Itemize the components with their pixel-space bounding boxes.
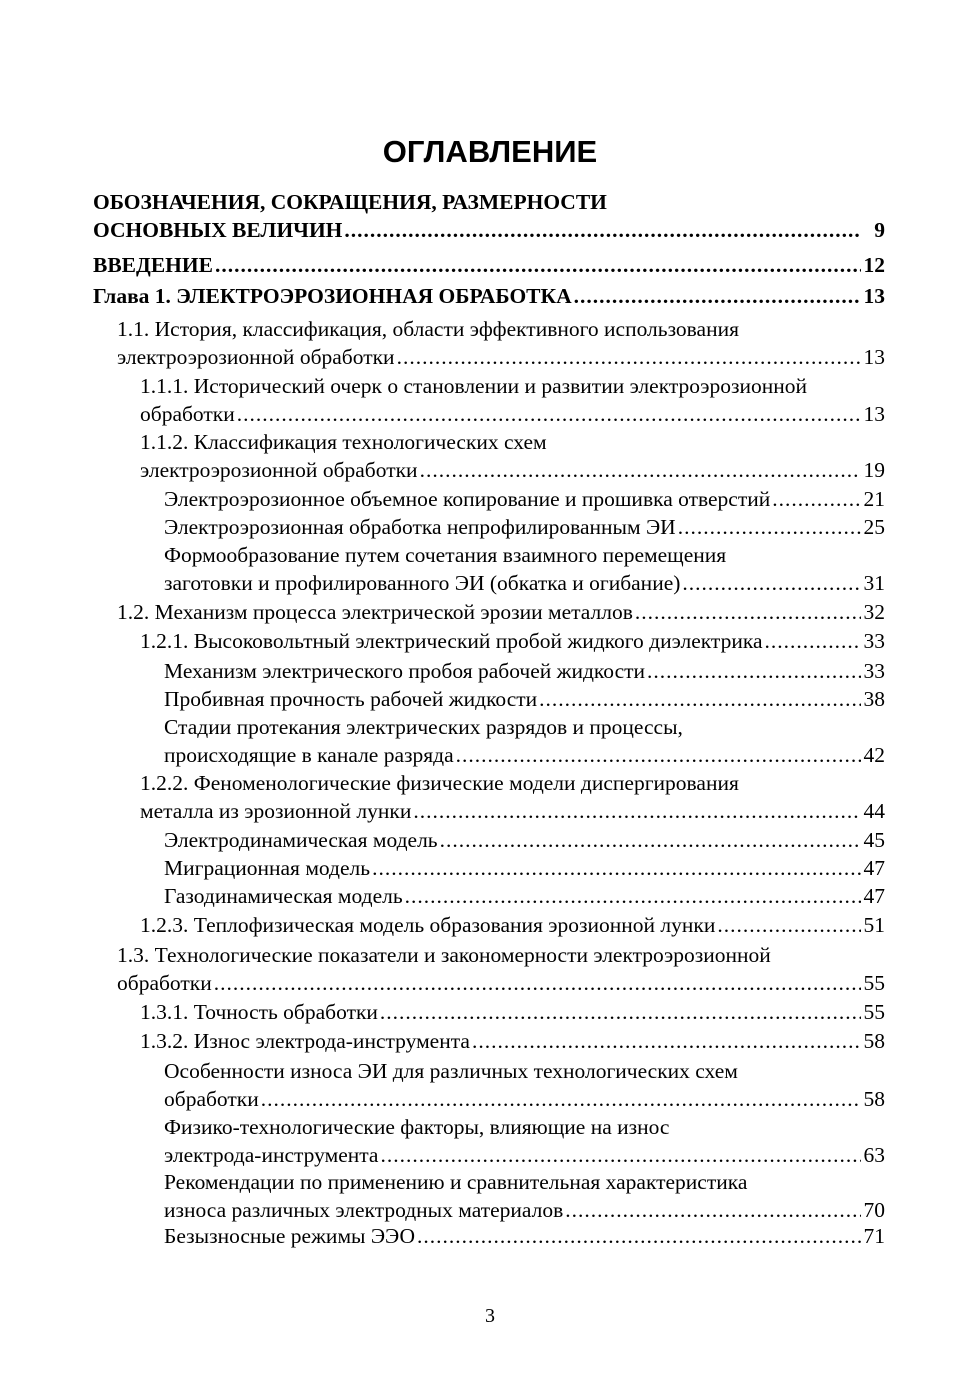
dot-leader [344, 216, 861, 244]
toc-entry-1-1-2[interactable] [140, 428, 885, 484]
toc-entry-discharge-stages[interactable] [164, 713, 885, 769]
dot-leader [380, 998, 861, 1026]
toc-entry-text: металла из эрозионной лунки [140, 799, 412, 823]
dot-leader [682, 569, 861, 597]
toc-entry-text: Миграционная модель [164, 856, 371, 880]
dot-leader [772, 485, 861, 513]
toc-entry-text: Рекомендации по применению и сравнительная характеристика [164, 1170, 748, 1194]
toc-page-number: 31 [863, 571, 885, 595]
dot-leader [472, 1027, 861, 1055]
dot-leader [380, 1141, 861, 1169]
toc-entry-1-2[interactable] [117, 598, 885, 626]
toc-entry-text: ОБОЗНАЧЕНИЯ, СОКРАЩЕНИЯ, РАЗМЕРНОСТИ [93, 190, 607, 214]
dot-leader [717, 911, 861, 939]
toc-entry-text: ОСНОВНЫХ ВЕЛИЧИН [93, 218, 343, 242]
toc-entry-1-2-2[interactable] [140, 769, 885, 825]
toc-entry-text: 1.2.3. Теплофизическая модель образования эрозионной лунки [140, 913, 716, 937]
toc-entry-text: ВВЕДЕНИЕ [93, 253, 213, 277]
toc-entry-text: электроэрозионной обработки [140, 458, 418, 482]
dot-leader [456, 741, 861, 769]
toc-entry-text: Электроэрозионная обработка непрофилированным ЭИ [164, 515, 676, 539]
toc-entry-1-3-2[interactable] [140, 1027, 885, 1055]
toc-entry-text: 1.2.1. Высоковольтный электрический пробой жидкого диэлектрика [140, 629, 763, 653]
toc-page-number: 47 [863, 856, 885, 880]
toc-entry-breakdown-strength[interactable] [164, 685, 885, 713]
toc-page-number: 42 [863, 743, 885, 767]
page-number: 3 [485, 1305, 495, 1327]
toc-page-number: 32 [863, 600, 885, 624]
toc-entry-volume-copying[interactable] [164, 485, 885, 513]
toc-entry-gasdynamic-model[interactable] [164, 882, 885, 910]
toc-entry-1-1[interactable] [117, 315, 885, 371]
toc-entry-text: Электродинамическая модель [164, 828, 438, 852]
dot-leader [764, 627, 861, 655]
toc-entry-text: Электроэрозионное объемное копирование и прошивка отверстий [164, 487, 771, 511]
dot-leader [397, 343, 861, 371]
toc-page-number: 71 [863, 1224, 885, 1248]
toc-entry-notation[interactable] [93, 188, 885, 244]
dot-leader [440, 826, 861, 854]
toc-page-number: 13 [863, 284, 885, 308]
toc-page-number: 55 [863, 1000, 885, 1024]
dot-leader [237, 400, 861, 428]
toc-entry-text: Особенности износа ЭИ для различных технологических схем [164, 1059, 738, 1083]
toc-page-number: 51 [863, 913, 885, 937]
toc-entry-chapter-1[interactable] [93, 282, 885, 310]
toc-entry-text: обработки [117, 971, 212, 995]
toc-entry-breakdown-mechanism[interactable] [164, 657, 885, 685]
toc-page-number: 70 [863, 1198, 885, 1222]
dot-leader [647, 657, 861, 685]
dot-leader [574, 282, 861, 310]
toc-entry-wear-factors[interactable] [164, 1113, 885, 1169]
toc-entry-1-2-1[interactable] [140, 627, 885, 655]
toc-page-number: 25 [863, 515, 885, 539]
toc-entry-text: Формообразование путем сочетания взаимного перемещения [164, 543, 727, 567]
toc-page-number: 21 [863, 487, 885, 511]
toc-entry-electrodynamic-model[interactable] [164, 826, 885, 854]
toc-entry-wearless-modes[interactable] [164, 1222, 885, 1250]
toc-page-number: 63 [863, 1143, 885, 1167]
dot-leader [417, 1222, 861, 1250]
toc-entry-text: Безызносные режимы ЭЭО [164, 1224, 416, 1248]
toc-entry-text: заготовки и профилированного ЭИ (обкатка и огибание) [164, 571, 681, 595]
toc-entry-text: износа различных электродных материалов [164, 1198, 564, 1222]
toc-page-number: 47 [863, 884, 885, 908]
toc-entry-intro[interactable] [93, 251, 885, 279]
toc-entry-unprofiled-ei[interactable] [164, 513, 885, 541]
toc-entry-text: 1.3.2. Износ электрода-инструмента [140, 1029, 470, 1053]
dot-leader [405, 882, 861, 910]
toc-page-number: 13 [863, 345, 885, 369]
toc-page-number: 44 [863, 799, 885, 823]
toc-entry-shaping[interactable] [164, 541, 885, 597]
dot-leader [565, 1196, 861, 1224]
dot-leader [539, 685, 861, 713]
toc-entry-wear-features[interactable] [164, 1057, 885, 1113]
toc-page-number: 9 [874, 218, 885, 242]
toc-page-number: 12 [863, 253, 885, 277]
toc-page-number: 13 [863, 402, 885, 426]
toc-entry-text: обработки [164, 1087, 259, 1111]
toc-page-number: 45 [863, 828, 885, 852]
toc-page-number: 55 [863, 971, 885, 995]
page-title: ОГЛАВЛЕНИЕ [382, 134, 598, 169]
dot-leader [635, 598, 861, 626]
toc-entry-text: Глава 1. ЭЛЕКТРОЭРОЗИОННАЯ ОБРАБОТКА [93, 284, 572, 308]
toc-entry-migration-model[interactable] [164, 854, 885, 882]
toc-entry-text: электрода-инструмента [164, 1143, 379, 1167]
toc-entry-text: Пробивная прочность рабочей жидкости [164, 687, 538, 711]
dot-leader [261, 1085, 861, 1113]
toc-entry-1-1-1[interactable] [140, 372, 885, 428]
dot-leader [413, 797, 861, 825]
toc-page-number: 19 [863, 458, 885, 482]
toc-entry-text: происходящие в канале разряда [164, 743, 454, 767]
toc-page-number: 58 [863, 1029, 885, 1053]
toc-entry-text: 1.3. Технологические показатели и закономерности электроэрозионной [117, 943, 771, 967]
toc-entry-text: 1.2. Механизм процесса электрической эрозии металлов [117, 600, 633, 624]
toc-entry-text: Механизм электрического пробоя рабочей жидкости [164, 659, 646, 683]
dot-leader [214, 969, 861, 997]
toc-entry-text: Физико-технологические факторы, влияющие на износ [164, 1115, 670, 1139]
toc-entry-1-2-3[interactable] [140, 911, 885, 939]
toc-entry-text: электроэрозионной обработки [117, 345, 395, 369]
toc-page-number: 33 [863, 659, 885, 683]
toc-page-number: 33 [863, 629, 885, 653]
toc-page-number: 38 [863, 687, 885, 711]
toc-entry-text: 1.1.1. Исторический очерк о становлении и развитии электроэрозионной [140, 374, 808, 398]
toc-entry-text: 1.1.2. Классификация технологических схем [140, 430, 547, 454]
dot-leader [372, 854, 861, 882]
toc-entry-text: Газодинамическая модель [164, 884, 403, 908]
toc-entry-recommendations[interactable] [164, 1168, 885, 1224]
dot-leader [420, 456, 861, 484]
toc-entry-text: 1.2.2. Феноменологические физические модели диспергирования [140, 771, 739, 795]
toc-entry-text: обработки [140, 402, 235, 426]
toc-entry-1-3[interactable] [117, 941, 885, 997]
toc-entry-text: Стадии протекания электрических разрядов и процессы, [164, 715, 683, 739]
toc-entry-1-3-1[interactable] [140, 998, 885, 1026]
toc-entry-text: 1.1. История, классификация, области эффективного использования [117, 317, 739, 341]
toc-page-number: 58 [863, 1087, 885, 1111]
dot-leader [215, 251, 861, 279]
toc-entry-text: 1.3.1. Точность обработки [140, 1000, 378, 1024]
dot-leader [678, 513, 861, 541]
